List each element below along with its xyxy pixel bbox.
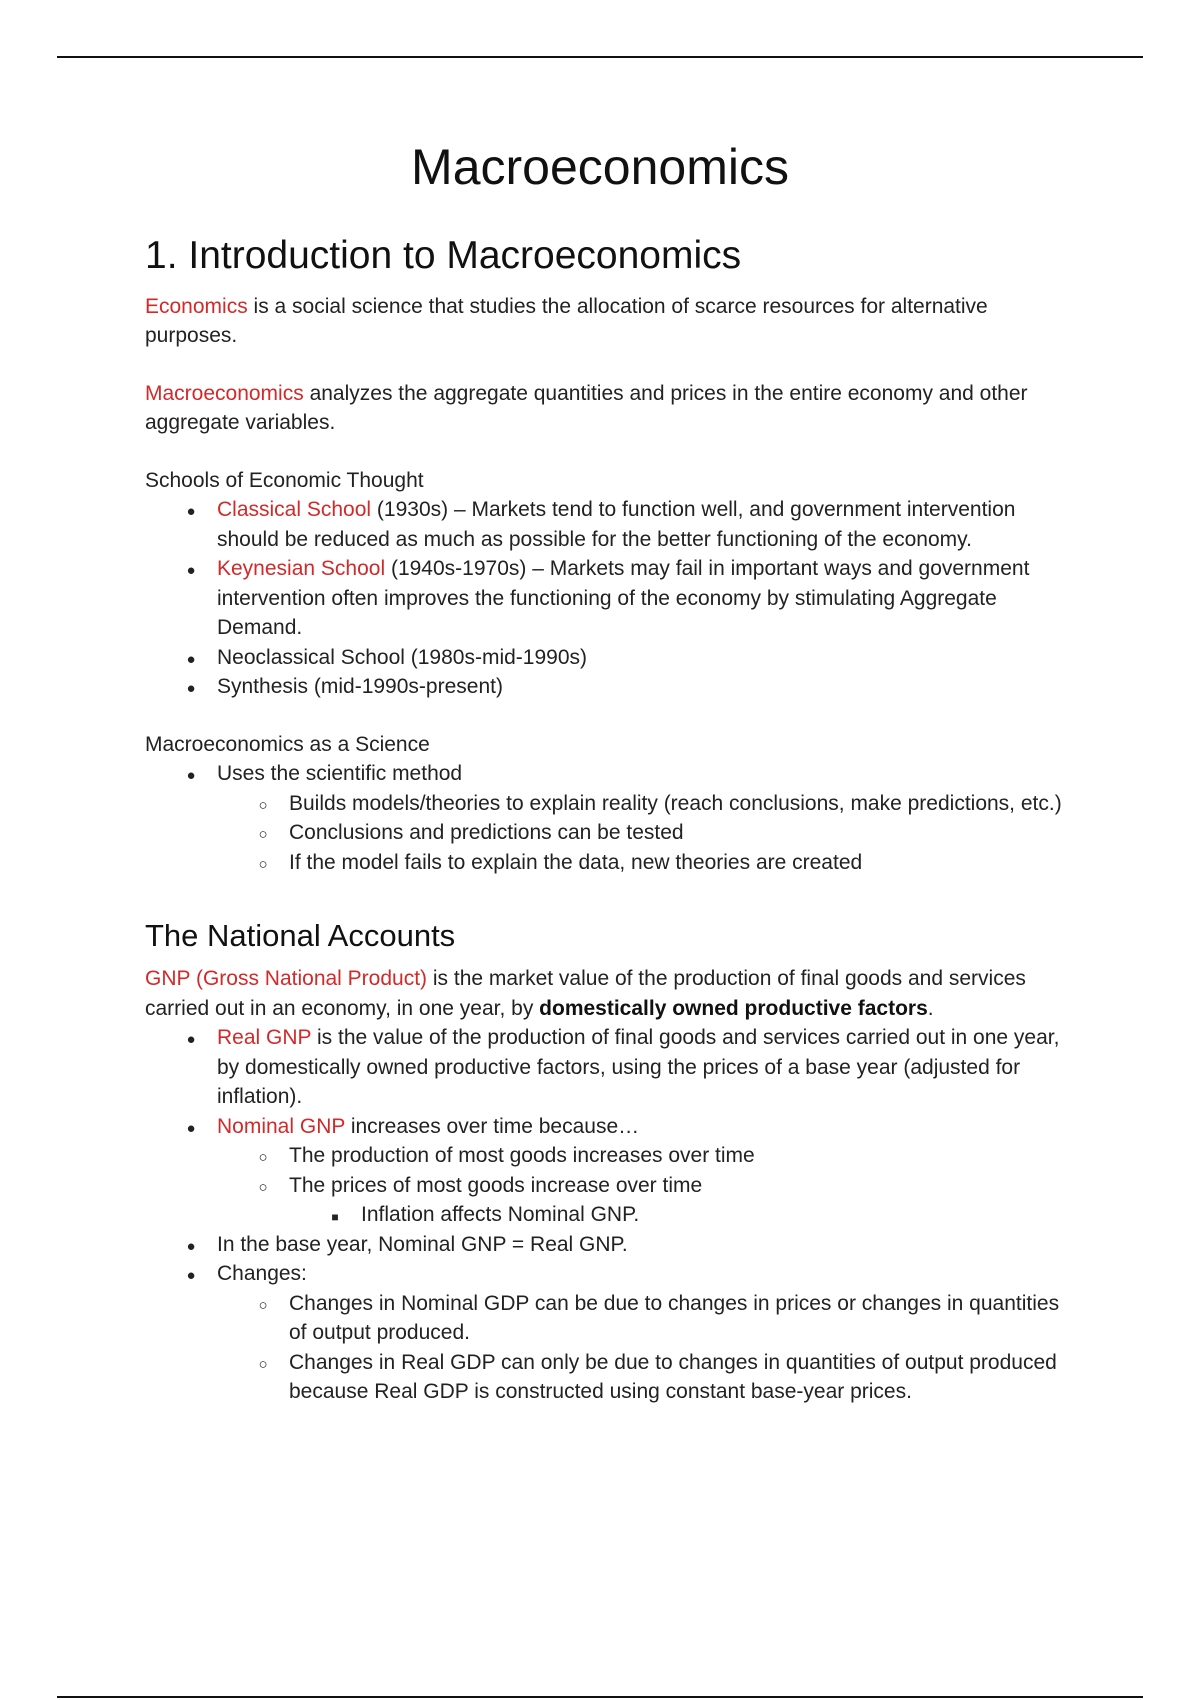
list-item-text: Neoclassical School (1980s-mid-1990s) (217, 645, 588, 669)
schools-block (145, 466, 1075, 702)
list-item-text: The production of most goods increases over time (289, 1144, 755, 1168)
list-item-text: In the base year, Nominal GNP = Real GNP. (217, 1232, 628, 1256)
list-item (217, 1171, 1075, 1230)
science-heading: Macroeconomics as a Science (145, 732, 430, 756)
list-item-text: Builds models/theories to explain reality (reach conclusions, make predictions, etc.) (289, 791, 1062, 815)
list-item-text: Changes in Real GDP can only be due to changes in quantities of output produced because Real GDP is constructed using constant base-year prices. (289, 1350, 1057, 1404)
list-item (217, 1141, 1075, 1171)
bullet-icon (181, 672, 201, 704)
bullet-icon (181, 759, 201, 791)
list-item-text: Changes in Nominal GDP can be due to changes in prices or changes in quantities of output produced. (289, 1291, 1060, 1345)
bullet-icon (181, 1230, 201, 1262)
list-item (145, 1023, 1075, 1112)
list-item-text: is the value of the production of final goods and services carried out in one year, by domestically owned productive factors, using the prices of a base year (adjusted for inflation). (217, 1026, 1060, 1109)
gnp-bold-phrase: domestically owned productive factors (539, 996, 928, 1020)
section-heading-introduction: 1. Introduction to Macroeconomics (145, 234, 742, 277)
list-item (217, 818, 1075, 848)
list-item-text: If the model fails to explain the data, new theories are created (289, 850, 863, 874)
changes-sublist (217, 1289, 1075, 1407)
term-economics: Economics (145, 294, 248, 318)
section-heading-national-accounts: The National Accounts (145, 918, 456, 954)
macroeconomics-definition (145, 379, 1075, 438)
list-item-text: Synthesis (mid-1990s-present) (217, 675, 503, 699)
hollow-bullet-icon (253, 848, 273, 880)
bullet-icon (181, 554, 201, 586)
bullet-icon (181, 1112, 201, 1144)
list-item-text: Uses the scientific method (217, 762, 463, 786)
hollow-bullet-icon (253, 1289, 273, 1321)
bottom-rule (57, 1696, 1143, 1698)
schools-heading: Schools of Economic Thought (145, 468, 424, 492)
list-item-text: Conclusions and predictions can be tested (289, 821, 684, 845)
list-item-text: The prices of most goods increase over time (289, 1173, 703, 1197)
list-item-text: (1940s-1970s) – Markets may fail in important ways and government intervention often improves the functioning of the economy by stimulating Aggregate Demand. (217, 557, 1030, 640)
document-title: Macroeconomics (411, 139, 789, 195)
square-bullet-icon (325, 1200, 345, 1233)
list-item (145, 1259, 1075, 1407)
list-item-text: increases over time because… (345, 1114, 640, 1138)
term-macroeconomics: Macroeconomics (145, 381, 304, 405)
bullet-icon (181, 1023, 201, 1055)
list-item (289, 1200, 1075, 1230)
economics-definition (145, 292, 1075, 351)
list-item-text: Inflation affects Nominal GNP. (361, 1203, 640, 1227)
list-item (217, 789, 1075, 819)
gnp-definition-text: is the market value of the production of final goods and services carried out in an economy, in one year, by (145, 967, 1026, 1020)
list-item-text: Changes: (217, 1262, 307, 1286)
bullet-icon (181, 643, 201, 675)
macroeconomics-definition-text: analyzes the aggregate quantities and prices in the entire economy and other aggregate variables. (145, 381, 1028, 435)
list-item (145, 759, 1075, 877)
list-item (145, 1230, 1075, 1260)
science-block (145, 730, 1075, 878)
hollow-bullet-icon (253, 818, 273, 850)
term-keynesian-school: Keynesian School (217, 557, 386, 581)
hollow-bullet-icon (253, 789, 273, 821)
list-item (145, 643, 1075, 673)
national-accounts-list (145, 1023, 1075, 1407)
list-item (217, 848, 1075, 878)
science-list (145, 759, 1075, 877)
hollow-bullet-icon (253, 1171, 273, 1203)
list-item (217, 1348, 1075, 1407)
list-item (145, 1112, 1075, 1230)
gnp-definition-end: . (927, 996, 934, 1020)
list-item (217, 1289, 1075, 1348)
list-item (145, 672, 1075, 702)
list-item (145, 554, 1075, 643)
nominal-gnp-sublist (217, 1141, 1075, 1230)
bullet-icon (181, 1259, 201, 1291)
term-gnp: GNP (Gross National Product) (145, 967, 428, 991)
list-item-text: (1930s) – Markets tend to function well, and government intervention should be reduced as much as possible for the better functioning of the economy. (217, 498, 1016, 551)
list-item (145, 495, 1075, 554)
term-real-gnp: Real GNP (217, 1026, 312, 1050)
inflation-sublist (289, 1200, 1075, 1230)
economics-definition-text: is a social science that studies the allocation of scarce resources for alternative purposes. (145, 294, 988, 348)
bullet-icon (181, 495, 201, 527)
science-sublist (217, 789, 1075, 878)
schools-list (145, 495, 1075, 702)
gnp-definition (145, 964, 1075, 1023)
hollow-bullet-icon (253, 1141, 273, 1173)
hollow-bullet-icon (253, 1348, 273, 1380)
term-nominal-gnp: Nominal GNP (217, 1114, 345, 1138)
document-body (145, 140, 1075, 1407)
term-classical-school: Classical School (217, 498, 372, 522)
top-rule (57, 56, 1143, 58)
